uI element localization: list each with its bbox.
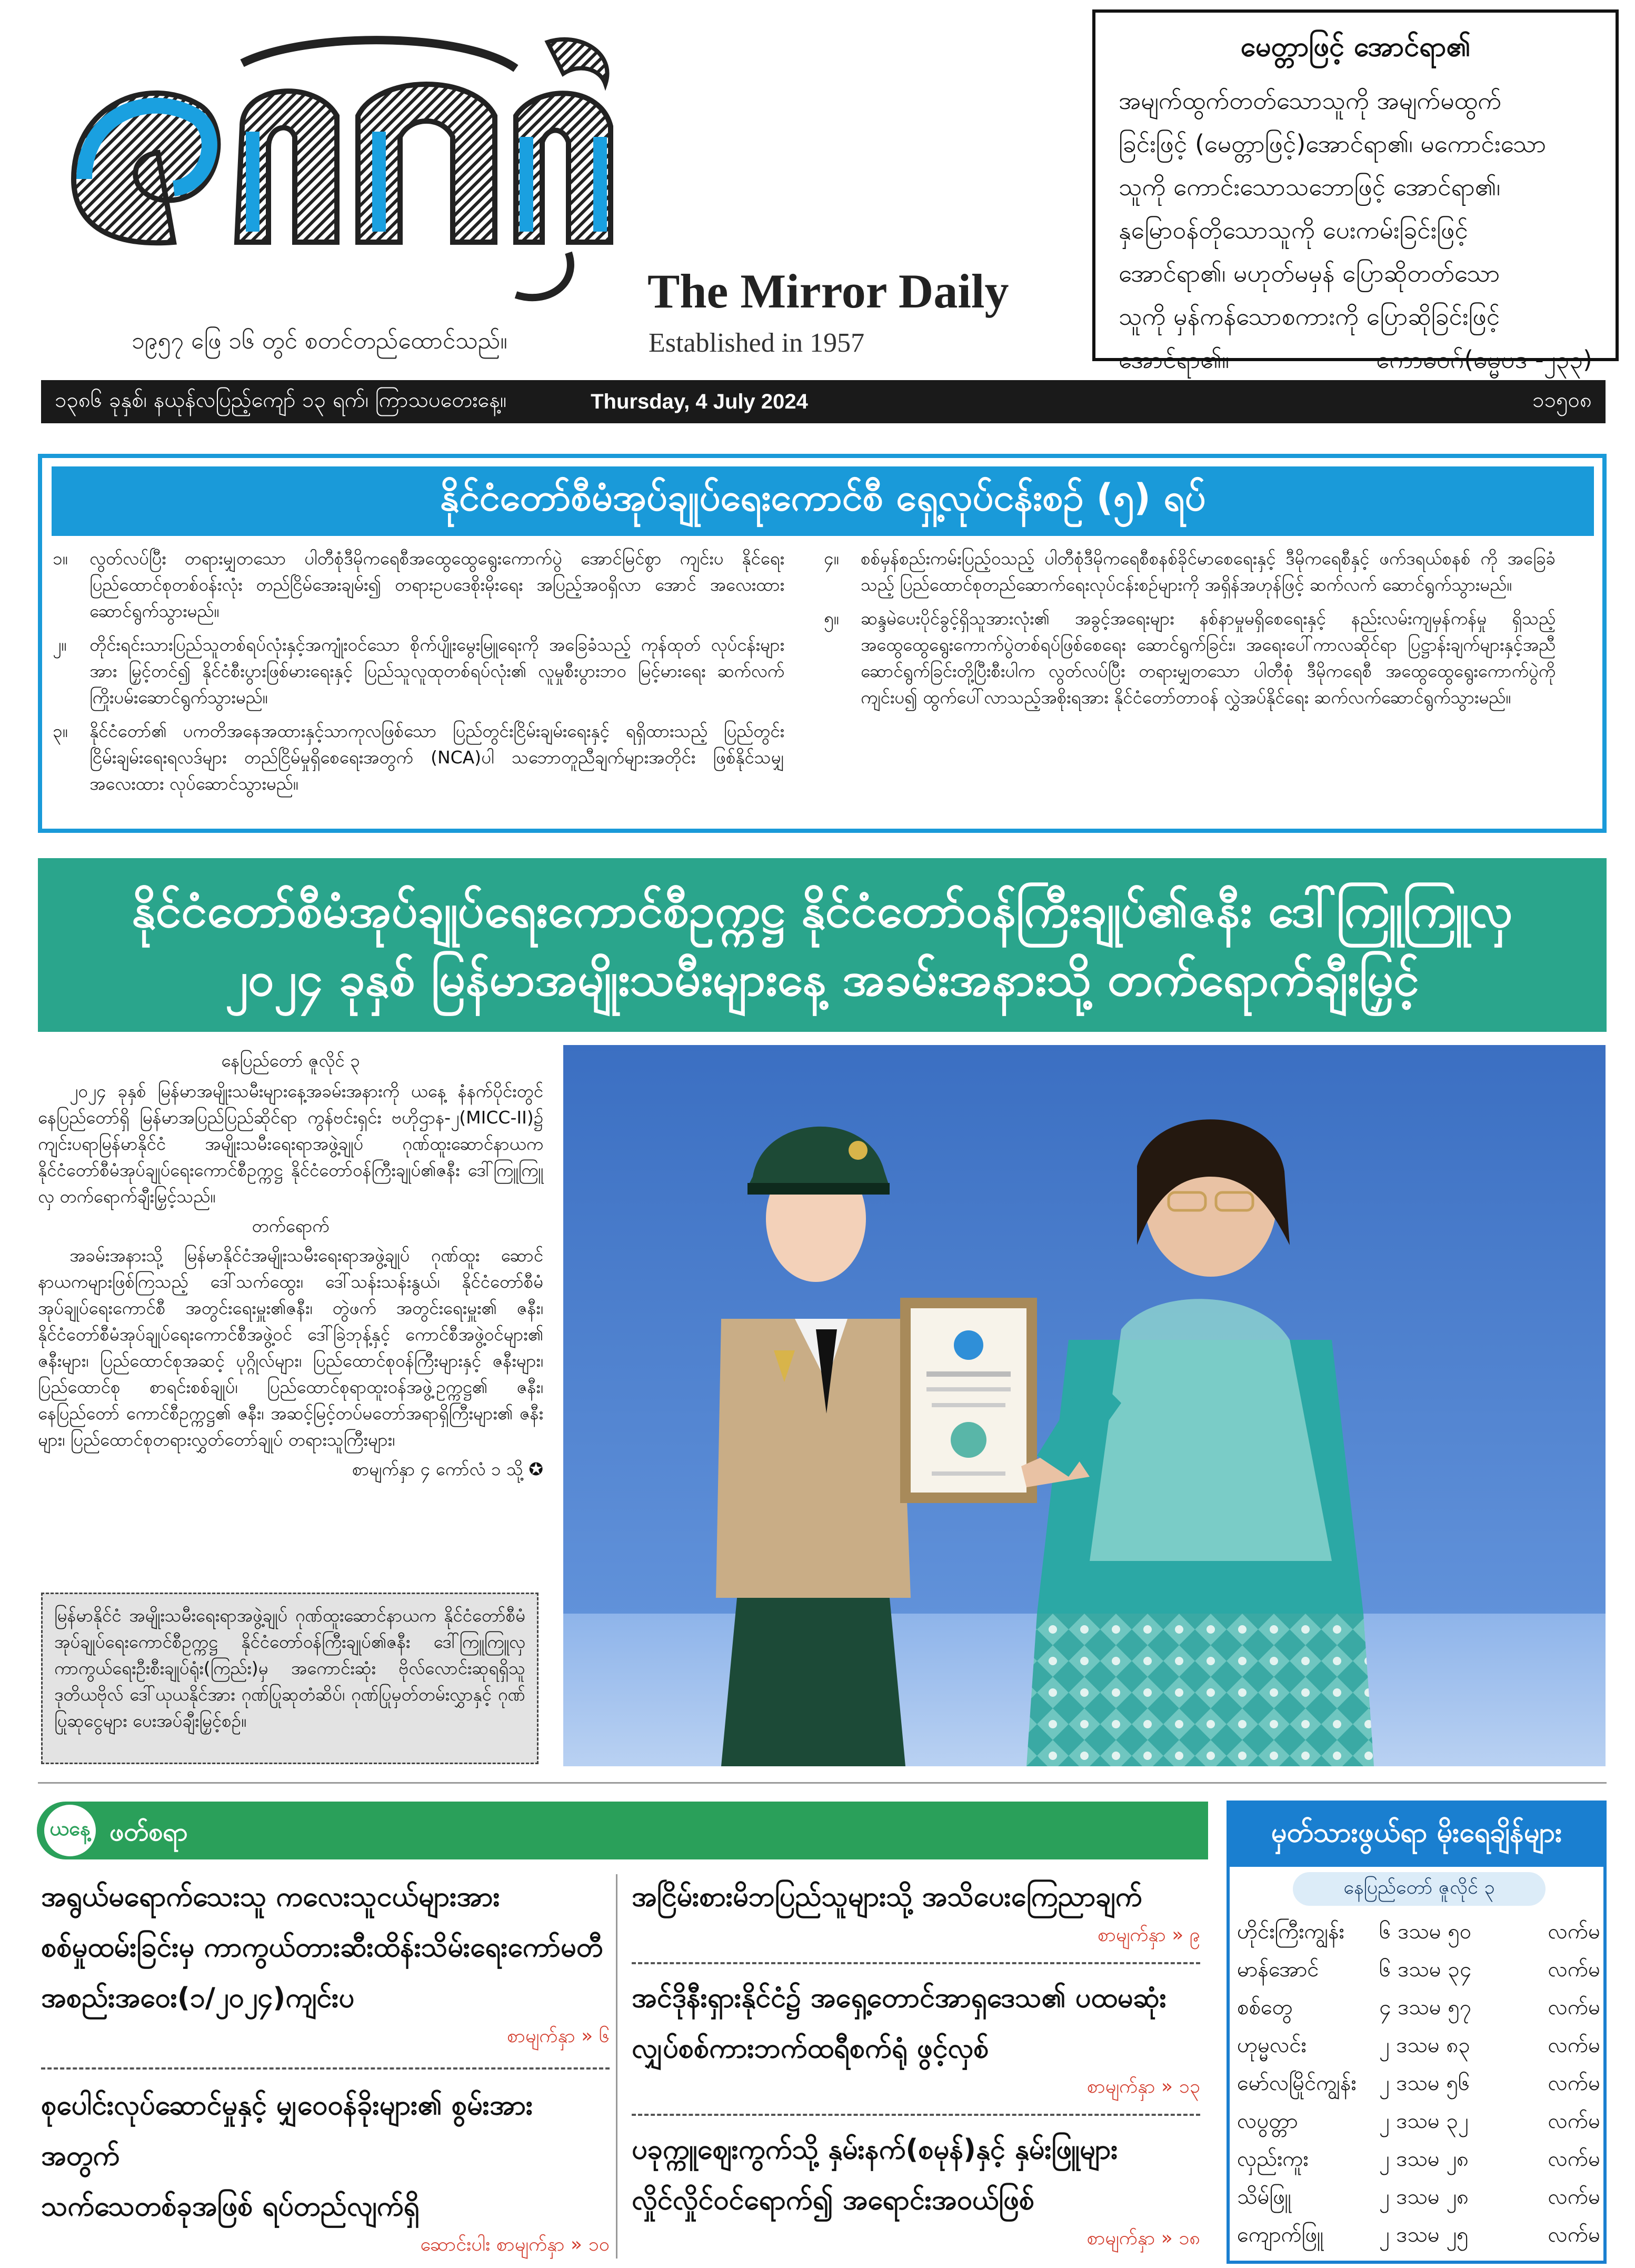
rainfall-row: [1237, 1990, 1600, 2028]
established-myanmar: ၁၉၅၇ ဖြေ ၁၆ တွင် စတင်တည်ထောင်သည်။: [132, 327, 507, 354]
rainfall-unit: လက်မ: [1548, 1919, 1600, 1944]
city-name: ဟုမ္မလင်း: [1237, 2033, 1307, 2057]
headline-line-2: ၂၀၂၄ ခုနှစ် မြန်မာအမျိုးသမီးများနေ့ အခမ်းအနားသို့ တက်ရောက်ချီးမြှင့်: [225, 952, 1420, 1006]
objective-text: စစ်မှန်စည်းကမ်းပြည့်ဝသည့် ပါတီစုံဒီမိုကရေစီစနစ်ခိုင်မာစေရေးနှင့် ဒီမိုကရေစီနှင့် ဖက်ဒရယ်စနစ် ကို အခြေခံသည့် ပြည်ထောင်စုတည်ဆောက်ရေးလုပ်ငန်းစဉ်များကို အရှိန်အဟုန်ဖြင့် ဆက်လက် ဆောင်ရွက်သွားမည်။: [861, 548, 1556, 595]
city-name: စစ်တွေ: [1237, 1995, 1293, 2020]
headline-line-1: နိုင်ငံတော်စီမံအုပ်ချုပ်ရေးကောင်စီဥက္ကဋ္ဌ နိုင်ငံတော်ဝန်ကြီးချုပ်၏ဇနီး ဒေါ်ကြူကြူလှ: [132, 883, 1513, 938]
toc-title: စစ်မှုထမ်းခြင်းမှ ကာကွယ်တားဆီးထိန်းသိမ်းရေးကော်မတီ: [41, 1932, 603, 1963]
rainfall-row: [1237, 2104, 1600, 2142]
toc-entry[interactable]: [632, 1872, 1200, 1951]
objective-text: လွတ်လပ်ပြီး တရားမျှတသော ပါတီစုံဒီမိုကရေစီအထွေထွေရွေးကောက်ပွဲ အောင်မြင်စွာ ကျင်းပ နိုင်ရေး ပြည်ထောင်စုတစ်ဝန်းလုံး တည်ငြိမ်အေးချမ်း၍ တရားဥပဒေစိုးမိုးရေး အပြည့်အဝရှိလာ အောင် အလေးထားဆောင်ရွက်သွားမည်။: [89, 548, 784, 621]
quote-box: [1092, 9, 1619, 374]
toc-entry[interactable]: [41, 1872, 610, 2052]
today-badge: ယနေ့: [44, 1805, 96, 1856]
rainfall-dateline: နေပြည်တော် ဇူလိုင် ၃: [1293, 1872, 1546, 1906]
rainfall-row: [1237, 2142, 1600, 2180]
rainfall-row: [1237, 2066, 1600, 2104]
rainfall-value: ၆ ဒသမ ၅၀: [1379, 1919, 1472, 1944]
city-name: လပွတ္တာ: [1237, 2108, 1298, 2133]
toc-page-ref[interactable]: စာမျက်နှာ » ၆: [506, 2025, 610, 2047]
objective-number: ၂။: [53, 634, 67, 655]
toc-title: လျှပ်စစ်ကားဘက်ထရီစက်ရုံ ဖွင့်လှစ်: [632, 2033, 989, 2064]
rainfall-row: [1237, 2217, 1600, 2255]
photo-caption: မြန်မာနိုင်ငံ အမျိုးသမီးရေးရာအဖွဲ့ချုပ် ဂုဏ်ထူးဆောင်နာယက နိုင်ငံတော်စီမံအုပ်ချုပ်ရေးကောင်စီဥက္ကဋ္ဌ နိုင်ငံတော်ဝန်ကြီးချုပ်၏ဇနီး ဒေါ်ကြူကြူလှ ကာကွယ်ရေးဦးစီးချုပ်ရုံး(ကြည်း)မှ အကောင်းဆုံး ဗိုလ်လောင်းဆုရရှိသူ ဒုတိယဗိုလ် ဒေါ်ယုယနိုင်အား ဂုဏ်ပြုဆုတံဆိပ်၊ ဂုဏ်ပြုမှတ်တမ်းလွှာနှင့် ဂုဏ်ပြုဆုငွေများ ပေးအပ်ချီးမြှင့်စဉ်။: [41, 1593, 539, 1764]
objective-number: ၃။: [53, 721, 68, 741]
city-name: ကျောက်ဖြူ: [1237, 2222, 1323, 2247]
rainfall-row: [1237, 1952, 1600, 1990]
rainfall-unit: လက်မ: [1548, 2108, 1600, 2133]
objective-number: ၄။: [824, 548, 839, 569]
toc-title: စုပေါင်းလုပ်ဆောင်မှုနှင့် မျှဝေဝန်ခိုးများ၏ စွမ်းအားအတွက်: [41, 2090, 533, 2172]
objective-item: [53, 718, 784, 797]
city-name: ဟိုင်းကြီးကျွန်း: [1237, 1919, 1344, 1944]
rainfall-value: ၂ ဒသမ ၂၈: [1379, 2184, 1469, 2209]
quote-title: မေတ္တာဖြင့် အောင်ရာ၏: [1240, 31, 1471, 63]
objective-text: နိုင်ငံတော်၏ ပကတိအနေအထားနှင့်သာကုလဖြစ်သော ပြည်တွင်းငြိမ်းချမ်းရေးနှင့် ရရှိထားသည့် ပြည်တွင်း ငြိမ်းချမ်းရေးရလဒ်များ တည်ငြိမ်မှုရှိစေရေးအတွက် (NCA)ပါ သဘောတူညီချက်များအတိုင်း ဖြစ်နိုင်သမျှ အလေးထား လုပ်ဆောင်သွားမည်။: [89, 721, 784, 794]
toc-entry[interactable]: [632, 1973, 1200, 2102]
toc-title: အငြိမ်းစားမိဘပြည်သူများသို့ အသိပေးကြေညာချက်: [632, 1881, 1142, 1913]
established-english: Established in 1957: [649, 328, 865, 358]
certificate-frame: [900, 1298, 1037, 1503]
quote-line: သူကို ကောင်းသောသဘောဖြင့် အောင်ရာ၏၊: [1119, 173, 1501, 201]
article-dateline: နေပြည်တော် ဇူလိုင် ၃: [221, 1050, 360, 1071]
rainfall-unit: လက်မ: [1548, 2222, 1600, 2247]
contents-column-divider: [616, 1874, 617, 2259]
toc-page-ref[interactable]: ဆောင်းပါး စာမျက်နှာ » ၁၀: [420, 2234, 610, 2255]
rainfall-value: ၂ ဒသမ ၂၈: [1379, 2146, 1469, 2171]
rainfall-value: ၂ ဒသမ ၃၂: [1379, 2108, 1469, 2133]
lead-article: [38, 1048, 543, 1483]
quote-line: အမျက်ထွက်တတ်သောသူကို အမျက်မထွက်: [1119, 86, 1502, 115]
toc-title: လှိုင်လှိုင်ဝင်ရောက်၍ အရောင်းအဝယ်ဖြစ်: [632, 2184, 1034, 2216]
lead-photo: [563, 1045, 1606, 1766]
toc-entry[interactable]: [41, 2080, 610, 2260]
quote-footer: [1119, 338, 1592, 381]
rainfall-title: မှတ်သားဖွယ်ရာ မိုးရေချိန်များ: [1230, 1804, 1603, 1867]
toc-page-ref[interactable]: စာမျက်နှာ » ၉: [1097, 1924, 1200, 1946]
article-continued-link[interactable]: စာမျက်နှာ ၄ ကော်လံ ၁ သို့ ✪: [352, 1459, 543, 1479]
article-paragraph: အခမ်းအနားသို့ မြန်မာနိုင်ငံအမျိုးသမီးရေးရာအဖွဲ့ချုပ် ဂုဏ်ထူး ဆောင် နာယကများဖြစ်ကြသည့် ဒေါ်သက်ထွေး၊ ဒေါ်သန်းသန်းနွယ်၊ နိုင်ငံတော်စီမံအုပ်ချုပ်ရေးကောင်စီ အတွင်းရေးမှူး၏ဇနီး၊ တွဲဖက် အတွင်းရေးမှူး၏ ဇနီး၊ နိုင်ငံတော်စီမံအုပ်ချုပ်ရေးကောင်စီအဖွဲ့ဝင် ဒေါ်ခြဲဘုန့်နှင့် ကောင်စီအဖွဲ့ဝင်များ၏ ဇနီးများ၊ ပြည်ထောင်စုအဆင့် ပုဂ္ဂိုလ်များ၊ ပြည်ထောင်စုဝန်ကြီးများနှင့် ဇနီးများ၊ ပြည်ထောင်စု စာရင်းစစ်ချုပ်၊ ပြည်ထောင်စုရာထူးဝန်အဖွဲ့ဥက္ကဋ္ဌ၏ ဇနီး၊ နေပြည်တော် ကောင်စီဥက္ကဋ္ဌ၏ ဇနီး၊ အဆင့်မြင့်တပ်မတော်အရာရှိကြီးများ၏ ဇနီးများ၊ ပြည်ထောင်စုတရားလွှတ်တော်ချုပ် တရားသူကြီးများ၊: [38, 1245, 543, 1450]
objectives-column-left: [53, 545, 784, 804]
rainfall-value: ၂ ဒသမ ၅၆: [1379, 2071, 1470, 2095]
toc-divider: [632, 1962, 1200, 1964]
objectives-title: နိုင်ငံတော်စီမံအုပ်ချုပ်ရေးကောင်စီ ရှေ့လုပ်ငန်းစဉ် (၅) ရပ်: [52, 466, 1594, 536]
objective-number: ၅။: [824, 608, 839, 629]
quote-line: ခြင်းဖြင့် (မေတ္တာဖြင့်)အောင်ရာ၏၊ မကောင်းသော: [1119, 130, 1547, 158]
objective-text: ဆန္ဒမဲပေးပိုင်ခွင့်ရှိသူအားလုံး၏ အခွင့်အရေးများ နစ်နာမှုမရှိစေရေးနှင့် နည်းလမ်းကျမှန်ကန်မှု ရှိသည့် အထွေထွေရွေးကောက်ပွဲတစ်ရပ်ဖြစ်စေရေး ဆောင်ရွက်ခြင်း၊ အရေးပေါ်ကာလဆိုင်ရာ ပြဋ္ဌာန်းချက်များနှင့်အညီ ဆောင်ရွက်ခြင်းတို့ပြီးစီးပါက လွတ်လပ်ပြီး တရားမျှတသော ပါတီစုံ ဒီမိုကရေစီ အထွေထွေရွေးကောက်ပွဲကိုကျင်းပ၍ ထွက်ပေါ်လာသည့်အစိုးရအား နိုင်ငံတော်တာဝန် လွှဲအပ်နိုင်ရေး ဆက်လက်ဆောင်ရွက်သွားမည်။: [861, 608, 1556, 708]
rainfall-value: ၄ ဒသမ ၅၇: [1379, 1995, 1472, 2020]
rainfall-row: [1237, 2180, 1600, 2217]
toc-title: အစည်းအဝေး(၁/၂၀၂၄)ကျင်းပ: [41, 1982, 355, 2014]
objective-item: [53, 545, 784, 624]
rainfall-value: ၆ ဒသမ ၃၄: [1379, 1957, 1472, 1982]
toc-page-ref[interactable]: စာမျက်နှာ » ၁၃: [1086, 2076, 1200, 2097]
objective-item: [824, 605, 1556, 711]
city-name: လှည်းကူး: [1237, 2146, 1309, 2171]
date-bar: [41, 380, 1606, 423]
logo-lettering: [74, 39, 611, 297]
quote-line: သူကို မှန်ကန်သောစကားကို ပြောဆိုခြင်းဖြင့်: [1119, 302, 1500, 331]
toc-entry[interactable]: [632, 2124, 1200, 2254]
objective-item: [824, 545, 1556, 598]
rainfall-unit: လက်မ: [1548, 2033, 1600, 2057]
rainfall-table: [1237, 1914, 1600, 2255]
quote-line: အောင်ရာ၏၊ မဟုတ်မမှန် ပြောဆိုတတ်သော: [1119, 259, 1500, 287]
article-paragraph: ၂၀၂၄ ခုနှစ် မြန်မာအမျိုးသမီးများနေ့အခမ်းအနားကို ယနေ့ နံနက်ပိုင်းတွင် နေပြည်တော်ရှိ မြန်မာအပြည်ပြည်ဆိုင်ရာ ကွန်ဗင်းရှင်း ဗဟိုဌာန-၂(MICC-II)၌ ကျင်းပရာမြန်မာနိုင်ငံ အမျိုးသမီးရေးရာအဖွဲ့ချုပ် ဂုဏ်ထူးဆောင်နာယက နိုင်ငံတော်စီမံအုပ်ချုပ်ရေးကောင်စီဥက္ကဋ္ဌ နိုင်ငံတော်ဝန်ကြီးချုပ်၏ဇနီး ဒေါ်ကြူကြူလှ တက်ရောက်ချီးမြှင့်သည်။: [38, 1081, 543, 1207]
award-ceremony-photo: [563, 1045, 1606, 1766]
english-date: Thursday, 4 July 2024: [591, 390, 808, 413]
logo-graphic: [42, 21, 632, 326]
toc-page-ref[interactable]: စာမျက်နှာ » ၁၈: [1086, 2227, 1200, 2249]
city-name: သိမ်ဖြူ: [1237, 2184, 1291, 2209]
toc-divider: [41, 2067, 610, 2070]
rainfall-unit: လက်မ: [1548, 1995, 1600, 2020]
objective-number: ၁။: [53, 548, 68, 569]
contents-header: [37, 1802, 1208, 1859]
quote-line: နှမြောဝန်တိုသောသူကို ပေးကမ်းခြင်းဖြင့်: [1119, 216, 1468, 244]
rainfall-value: ၂ ဒသမ ၈၃: [1379, 2033, 1470, 2057]
section-divider: [38, 1782, 1607, 1784]
city-name: မော်လမြိုင်ကျွန်း: [1237, 2071, 1357, 2095]
rainfall-unit: လက်မ: [1548, 1957, 1600, 1982]
quote-source: ကောဓဝဂ်(ဓမ္မပဒ -၂၃၃): [1376, 345, 1592, 374]
objective-text: တိုင်းရင်းသားပြည်သူတစ်ရပ်လုံးနှင့်အကျုံးဝင်သော စိုက်ပျိုးမွေးမြူရေးကို အခြေခံသည့် ကုန်ထုတ် လုပ်ငန်းများအား မြှင့်တင်၍ နိုင်ငံစီးပွားဖြစ်မားရေးနှင့် ပြည်သူလူထုတစ်ရပ်လုံး၏ လူမှုစီးပွားဘဝ မြင့်မားရေး ဆက်လက်ကြိုးပမ်းဆောင်ရွက်သွားမည်။: [89, 634, 784, 708]
quote-last-line: အောင်ရာ၏။: [1119, 345, 1230, 374]
contents-label: ဖတ်စရာ: [109, 1817, 188, 1847]
newspaper-logo: [42, 21, 632, 326]
rainfall-unit: လက်မ: [1548, 2071, 1600, 2095]
toc-divider: [632, 2114, 1200, 2116]
toc-title: အရွယ်မရောက်သေးသူ ကလေးသူငယ်များအား: [41, 1881, 500, 1913]
toc-title: အင်ဒိုနီးရှားနိုင်ငံ၌ အရှေ့တောင်အာရှဒေသ၏ ပထမဆုံး: [632, 1982, 1167, 2014]
rainfall-unit: လက်မ: [1548, 2184, 1600, 2209]
rainfall-unit: လက်မ: [1548, 2146, 1600, 2171]
city-name: မာန်အောင်: [1237, 1957, 1319, 1982]
objective-item: [53, 632, 784, 711]
toc-title: သက်သေတစ်ခုအဖြစ် ရပ်တည်လျက်ရှိ: [41, 2191, 420, 2222]
issue-number: ၁၁၅၀၈: [1532, 387, 1592, 412]
objectives-column-right: [824, 545, 1556, 718]
article-subhead: တက်ရောက်: [252, 1216, 330, 1236]
toc-title: ပခုက္ကူဈေးကွက်သို့ နှမ်းနက်(စမုန်)နှင့် နှမ်းဖြူများ: [632, 2134, 1118, 2165]
rainfall-row: [1237, 2028, 1600, 2066]
main-headline: [38, 858, 1607, 1032]
newspaper-title-english: The Mirror Daily: [647, 264, 1009, 318]
contents-right-column: [632, 1872, 1200, 2254]
rainfall-value: ၂ ဒသမ ၂၅: [1379, 2222, 1469, 2247]
contents-left-column: [41, 1872, 610, 2260]
rainfall-row: [1237, 1914, 1600, 1952]
myanmar-date: ၁၃၈၆ ခုနှစ်၊ နယုန်လပြည့်ကျော် ၁၃ ရက်၊ ကြာသပတေးနေ့။: [55, 387, 507, 412]
